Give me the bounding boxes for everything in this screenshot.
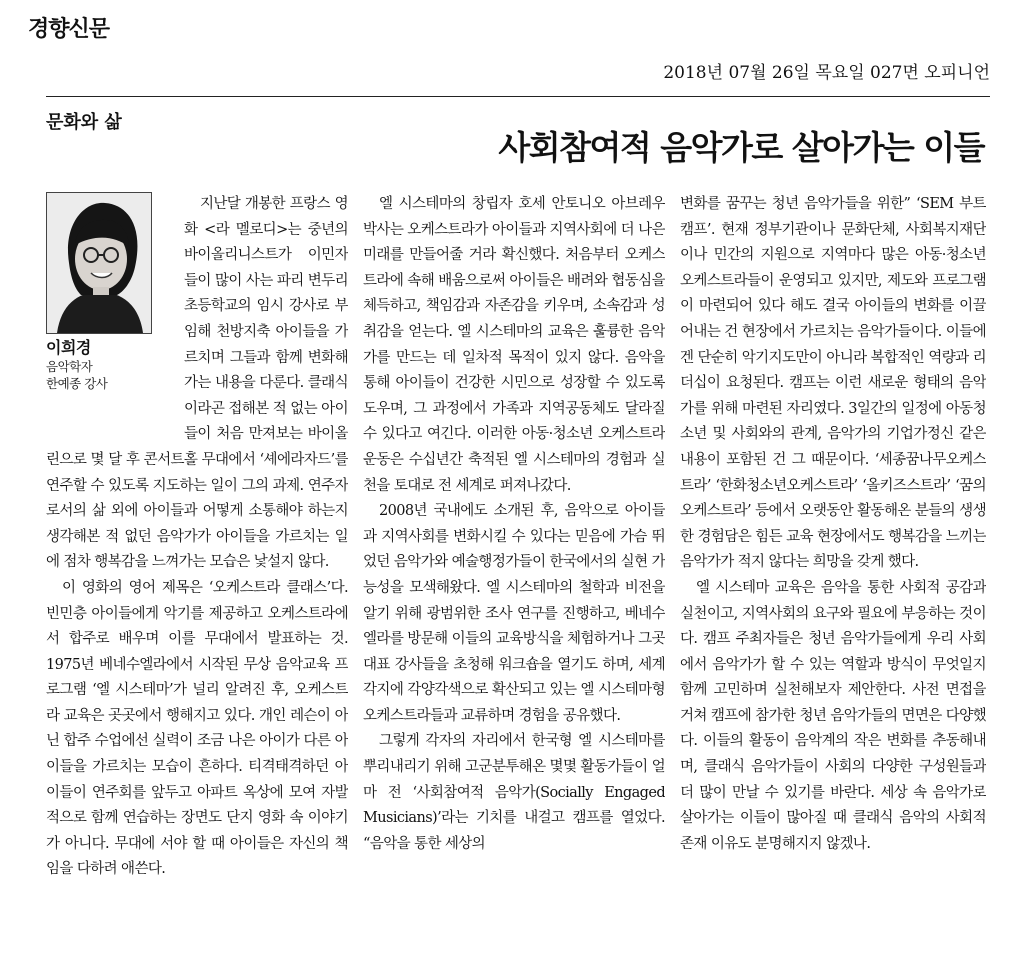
newspaper-masthead: 경향신문 — [28, 17, 110, 42]
paragraph: 2008년 국내에도 소개된 후, 음악으로 아이들과 지역사회를 변화시킬 수 있다는 믿음에 가슴 뛰었던 음악가와 예술행정가들이 한국에서의 실현 가능성을 모색해왔다. 엘 시스테마의 철학과 비전을 알기 위해 광범위한 조사 연구를 진행하고, 베네수엘라를 방문해 이들의 교육방식을 체험하거나 그곳 대표 강사들을 초청해 워크숍을 열기도 하며, 세계 각지에 각양각색으로 확산되고 있는 엘 시스테마형 오케스트라들과 교류하며 경험을 공유했다. — [363, 503, 665, 724]
publication-dateline: 2018년 07월 26일 목요일 027면 오피니언 — [663, 63, 990, 83]
author-portrait-image — [47, 193, 151, 333]
article-column-2 — [363, 192, 665, 950]
paragraph: 엘 시스테마의 창립자 호세 안토니오 아브레우 박사는 오케스트라가 아이들과 지역사회에 더 나은 미래를 만들어줄 거라 확신했다. 처음부터 오케스트라에 속해 배움으로써 아이들은 배려와 협동심을 체득하고, 책임감과 자존감을 키우며, 소속감과 성취감을 얻는다. 엘 시스테마의 교육은 훌륭한 음악가를 만드는 데 일차적 목적이 있지 않다. 음악을 통해 아이들이 건강한 시민으로 성장할 수 있도록 도우며, 그 과정에서 가족과 지역공동체도 달라질 수 있다고 여긴다. 이러한 아동·청소년 오케스트라 운동은 수십년간 축적된 엘 시스테마의 경험과 실천을 토대로 전 세계로 퍼져나갔다. — [363, 196, 665, 494]
paragraph: 엘 시스테마 교육은 음악을 통한 사회적 공감과 실천이고, 지역사회의 요구와 필요에 부응하는 것이다. 캠프 주최자들은 청년 음악가들에게 우리 사회에서 음악가가 할 수 있는 역할과 방식이 무엇일지 함께 고민하며 실천해보자 제안한다. 사전 면접을 거쳐 캠프에 참가한 청년 음악가들의 면면은 다양했다. 이들의 활동이 음악계의 작은 변화를 추동해내며, 클래식 음악가들이 사회의 다양한 구성원들과 더 많이 만날 수 있기를 바란다. 세상 속 음악가로 살아가는 이들이 많아질 때 클래식 음악의 사회적 존재 이유도 분명해지지 않겠나. — [680, 579, 986, 852]
author-role: 음악학자 — [46, 359, 93, 374]
article-column-3 — [680, 192, 986, 950]
article-headline: 사회참여적 음악가로 살아가는 이들 — [498, 128, 984, 167]
author-affiliation: 한예종 강사 — [46, 376, 108, 391]
author-box — [46, 192, 174, 424]
paragraph: 이 영화의 영어 제목은 ‘오케스트라 클래스’다. 빈민층 아이들에게 악기를 제공하고 오케스트라에서 합주로 배우며 이를 무대에서 발표하는 것. 1975년 베네수엘라에서 시작된 무상 음악교육 프로그램 ‘엘 시스테마’가 널리 알려진 후, 오케스트라 교육은 곳곳에서 행해지고 있다. 개인 레슨이 아닌 합주 수업에선 실력이 조금 나은 아이가 다른 아이들을 가르치는 모습이 흔하다. 티격태격하던 아이들이 연주회를 앞두고 아파트 옥상에 모여 자발적으로 함께 연습하는 장면도 단지 영화 속 이야기가 아니다. 무대에 서야 할 때 아이들은 자신의 책임을 다하려 애쓴다. — [46, 579, 348, 878]
paragraph: 지난달 개봉한 프랑스 영화 <라 멜로디>는 중년의 바이올리니스트가 이민자들이 많이 사는 파리 변두리 초등학교의 임시 강사로 부임해 천방지축 아이들을 가르치며 그들과 함께 변화해가는 내용을 다룬다. 클래식이라곤 접해본 적 없는 아이들이 처음 만져보는 바이올린으로 몇 달 후 콘서트홀 무대에서 ‘셰에라자드’를 연주할 수 있도록 지도하는 일이 그의 과제. 연주자로서의 삶 외에 아이들과 어떻게 소통해야 하는지 생각해본 적 없던 음악가가 아이들을 가르치는 일에 점차 행복감을 느껴가는 모습은 낯설지 않다. — [46, 196, 348, 571]
section-label: 문화와 삶 — [46, 112, 122, 133]
paragraph: 그렇게 각자의 자리에서 한국형 엘 시스테마를 뿌리내리기 위해 고군분투해온 몇몇 활동가들이 얼마 전 ‘사회참여적 음악가(Socially Engaged Musicians)’라는 기치를 내걸고 캠프를 열었다. “음악을 통한 세상의 — [363, 733, 665, 852]
author-name: 이희경 — [46, 338, 91, 357]
author-photo — [46, 192, 152, 334]
paragraph: 변화를 꿈꾸는 청년 음악가들을 위한” ‘SEM 부트캠프’. 현재 정부기관이나 문화단체, 사회복지재단이나 민간의 지원으로 지역마다 많은 아동·청소년 오케스트라들이 운영되고 있지만, 제도와 프로그램이 마련되어 있다 해도 결국 아이들의 변화를 이끌어내는 건 현장에서 가르치는 음악가들이다. 이들에겐 단순히 악기지도만이 아니라 복합적인 역량과 리더십이 요청된다. 캠프는 이런 새로운 형태의 음악가를 위해 마련된 자리였다. 3일간의 일정에 아동청소년 및 사회와의 관계, 음악가의 기업가정신 같은 내용이 포함된 건 그 때문이다. ‘세종꿈나무오케스트라’ ‘한화청소년오케스트라’ ‘올키즈스트라’ ‘꿈의 오케스트라’ 등에서 오랫동안 활동해온 분들의 생생한 경험담은 힘든 교육 현장에서도 행복감을 느끼는 음악가가 적지 않다는 희망을 갖게 했다. — [680, 196, 986, 571]
article-column-1 — [46, 192, 348, 950]
header-rule — [46, 96, 990, 97]
